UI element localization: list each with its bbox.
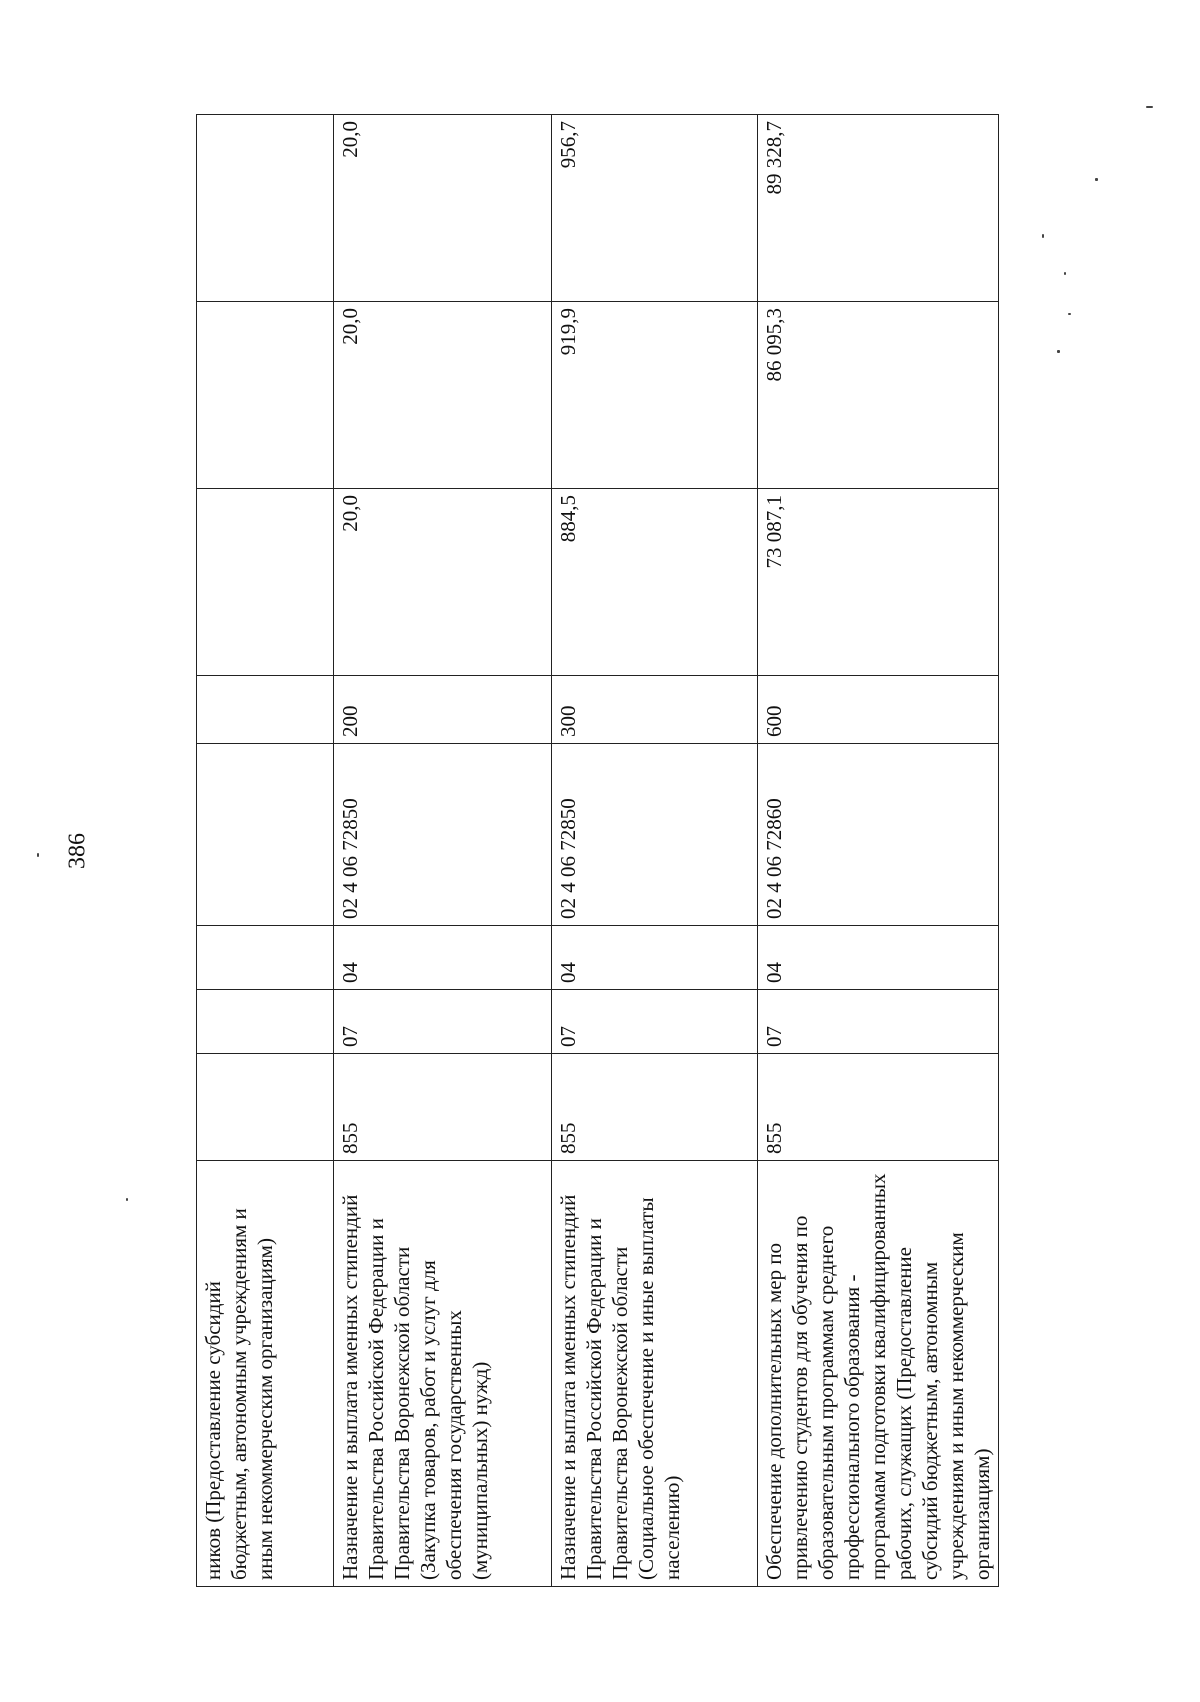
scan-speck	[1064, 272, 1066, 275]
scan-speck	[37, 853, 39, 857]
subsection-code: 04	[758, 926, 999, 990]
ministry-code: 855	[758, 1054, 999, 1161]
scan-speck	[1057, 350, 1060, 353]
amount-year-2: 86 095,3	[758, 302, 999, 489]
amount-year-1	[197, 489, 334, 676]
amount-year-2	[197, 302, 334, 489]
ministry-code: 855	[552, 1054, 758, 1161]
subsection-code: 04	[552, 926, 758, 990]
amount-year-2: 20,0	[334, 302, 552, 489]
scan-speck	[1068, 313, 1071, 315]
target-article-code: 02 4 06 72850	[334, 744, 552, 926]
budget-table-body	[197, 115, 999, 1587]
expense-type-code: 300	[552, 676, 758, 744]
table-row	[758, 115, 999, 1587]
section-code: 07	[758, 990, 999, 1054]
subsection-code: 04	[334, 926, 552, 990]
row-name: ников (Предоставление субсидий бюджетным, автономным учреждениям и иным некоммерческим организациям)	[197, 1161, 334, 1587]
expense-type-code: 600	[758, 676, 999, 744]
expense-type-code	[197, 676, 334, 744]
amount-year-1: 884,5	[552, 489, 758, 676]
target-article-code	[197, 744, 334, 926]
amount-year-1: 20,0	[334, 489, 552, 676]
scan-speck	[1146, 106, 1153, 108]
amount-year-3: 89 328,7	[758, 115, 999, 302]
row-name: Обеспечение дополнительных мер по привлечению студентов для обучения по образовательным программам среднего профессионального образования - программам подготовки квалифицированных рабочих, служащих (Предоставление субсидий бюджетным, автономным учреждениям и иным некоммерческим организациям)	[758, 1161, 999, 1587]
ministry-code: 855	[334, 1054, 552, 1161]
row-name: Назначение и выплата именных стипендий Правительства Российской Федерации и Правительства Воронежской области (Социальное обеспечение и иные выплаты населению)	[552, 1161, 758, 1587]
ministry-code	[197, 1054, 334, 1161]
table-row	[197, 115, 334, 1587]
amount-year-1: 73 087,1	[758, 489, 999, 676]
row-name: Назначение и выплата именных стипендий Правительства Российской Федерации и Правительства Воронежской области (Закупка товаров, работ и услуг для обеспечения государственных (муниципальных) нужд)	[334, 1161, 552, 1587]
amount-year-2: 919,9	[552, 302, 758, 489]
scan-speck	[126, 1198, 128, 1201]
budget-table	[196, 114, 999, 1587]
section-code: 07	[552, 990, 758, 1054]
amount-year-3: 956,7	[552, 115, 758, 302]
budget-table-rotated	[196, 115, 996, 1587]
amount-year-3: 20,0	[334, 115, 552, 302]
expense-type-code: 200	[334, 676, 552, 744]
page-number: 386	[64, 833, 91, 869]
subsection-code	[197, 926, 334, 990]
section-code: 07	[334, 990, 552, 1054]
amount-year-3	[197, 115, 334, 302]
target-article-code: 02 4 06 72860	[758, 744, 999, 926]
scan-speck	[1042, 234, 1044, 238]
section-code	[197, 990, 334, 1054]
table-row	[334, 115, 552, 1587]
table-row	[552, 115, 758, 1587]
target-article-code: 02 4 06 72850	[552, 744, 758, 926]
scan-speck	[1095, 178, 1098, 181]
